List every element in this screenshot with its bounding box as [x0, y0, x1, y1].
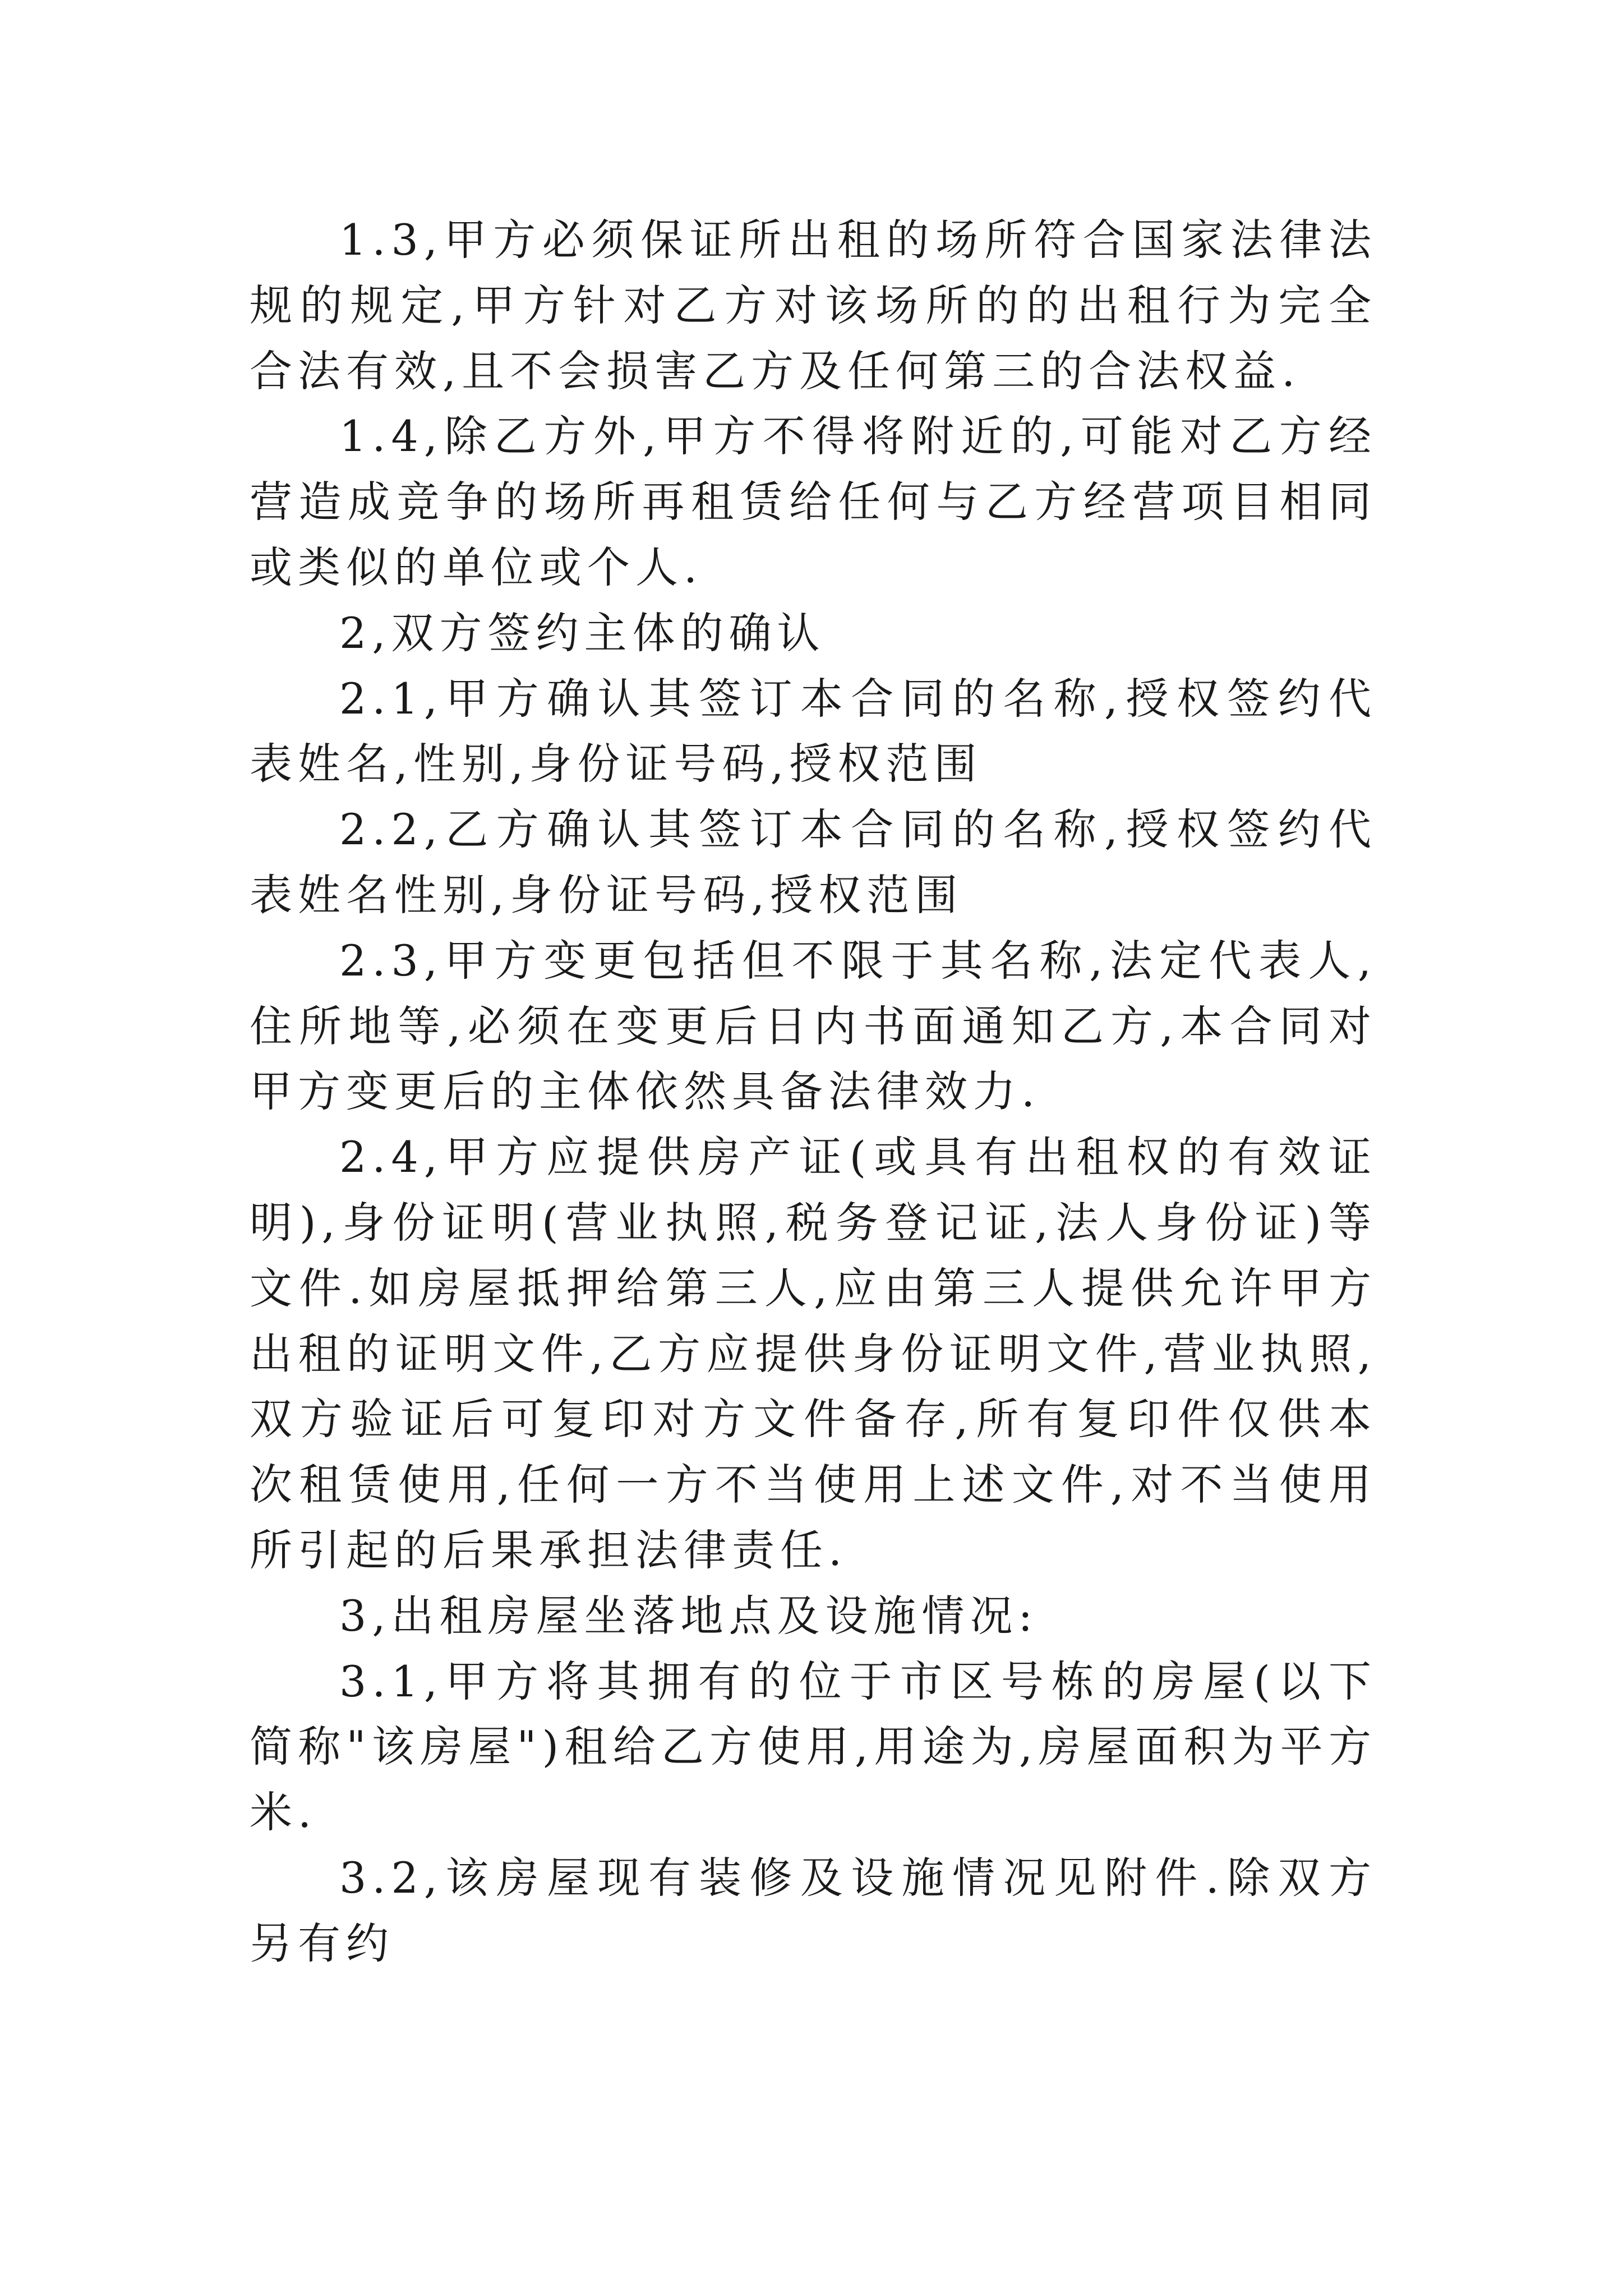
paragraph-2-2: 2.2,乙方确认其签订本合同的名称,授权签约代表姓名性别,身份证号码,授权范围 [250, 804, 1377, 920]
section-heading-3: 3,出租房屋坐落地点及设施情况: [339, 1590, 1039, 1641]
section-heading-2: 2,双方签约主体的确认 [339, 608, 826, 658]
paragraph-1-3: 1.3,甲方必须保证所出租的场所符合国家法律法规的规定,甲方针对乙方对该场所的的出租行为完全合法有效,且不会损害乙方及任何第三的合法权益. [250, 215, 1377, 396]
paragraph-2-3: 2.3,甲方变更包括但不限于其名称,法定代表人,住所地等,必须在变更后日内书面通知乙方,本合同对甲方变更后的主体依然具备法律效力. [250, 935, 1377, 1117]
paragraph-1-4: 1.4,除乙方外,甲方不得将附近的,可能对乙方经营造成竞争的场所再租赁给任何与乙方经营项目相同或类似的单位或个人. [250, 411, 1377, 592]
paragraph-3-1: 3.1,甲方将其拥有的位于市区号栋的房屋(以下简称"该房屋")租给乙方使用,用途为,房屋面积为平方米. [250, 1656, 1377, 1838]
paragraph-3-2: 3.2,该房屋现有装修及设施情况见附件.除双方另有约 [250, 1852, 1377, 1968]
paragraph-2-1: 2.1,甲方确认其签订本合同的名称,授权签约代表姓名,性别,身份证号码,授权范围 [250, 673, 1377, 789]
document-body [250, 208, 1377, 1977]
paragraph-2-4: 2.4,甲方应提供房产证(或具有出租权的有效证明),身份证明(营业执照,税务登记证,法人身份证)等文件.如房屋抵押给第三人,应由第三人提供允许甲方出租的证明文件,乙方应提供身份证明文件,营业执照,双方验证后可复印对方文件备存,所有复印件仅供本次租赁使用,任何一方不当使用上述文件,对不当使用所引起的后果承担法律责任. [250, 1132, 1377, 1575]
